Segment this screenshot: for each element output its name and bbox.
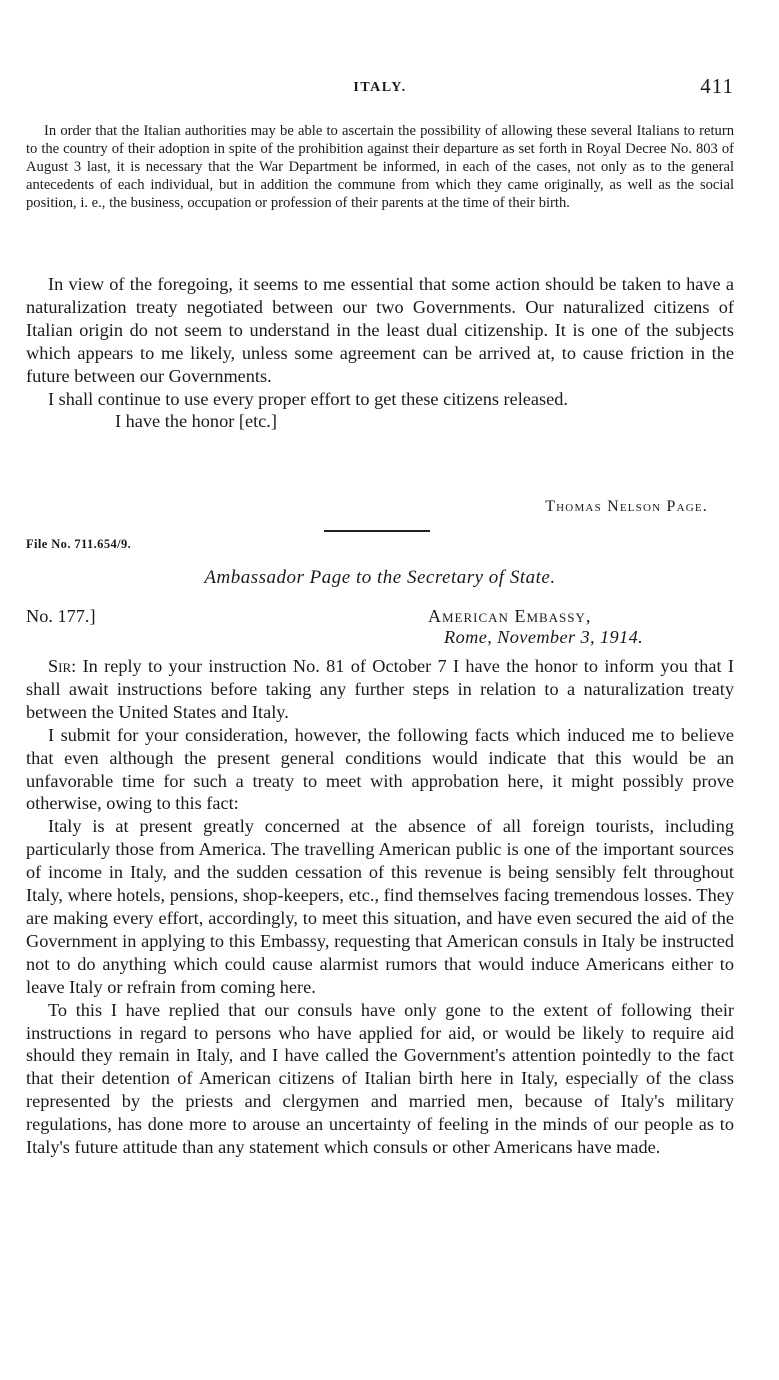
salutation: Sir: <box>48 656 77 676</box>
document-page <box>26 0 734 1380</box>
body-paragraph <box>26 655 734 724</box>
letter-body <box>26 655 734 1159</box>
body-paragraph: To this I have replied that our consuls have only gone to the extent of following their instructions in regard to persons who have applied for aid, or would be likely to require aid should they remain in Italy, and I have called the Government's attention pointedly to the fact that their detention of American citizens of Italian birth here in Italy, especially of the class represented by the priests and clergymen and married men, because of Italy's military regulations, has done more to arouse an uncertainty of feeling in the minds of our people as to Italy's future attitude than any statement which consuls or other Americans have made. <box>26 999 734 1158</box>
place-line: American Embassy, <box>428 606 592 626</box>
running-head <box>26 74 734 102</box>
signature: Thomas Nelson Page. <box>545 498 708 515</box>
letter-continuation <box>26 273 734 433</box>
document-heading: Ambassador Page to the Secretary of State. <box>204 567 556 588</box>
running-title: ITALY. <box>353 80 407 95</box>
paragraph-text: In reply to your instruction No. 81 of October 7 I have the honor to inform you that I shall await instructions before taking any further steps in relation to a naturalization treaty between the United States and Italy. <box>26 656 734 722</box>
file-number: File No. 711.654/9. <box>26 537 132 551</box>
date-line: Rome, November 3, 1914. <box>444 627 644 647</box>
body-paragraph: I submit for your consideration, however, the following facts which induced me to believe that even although the present general conditions would indicate that this would be an unfavorable time for such a treaty to meet with approbation here, it might possibly prove otherwise, owing to this fact: <box>26 724 734 814</box>
quoted-extract <box>26 122 734 212</box>
body-paragraph: In view of the foregoing, it seems to me essential that some action should be taken to have a naturalization treaty negotiated between our two Governments. Our naturalized citizens of Italian origin do not seem to understand in the least dual citizenship. It is one of the subjects which appears to me likely, unless some agreement can be arrived at, to cause friction in the future between our Governments. <box>26 274 734 386</box>
divider-rule <box>324 530 430 532</box>
body-paragraph: Italy is at present greatly concerned at the absence of all foreign tourists, including particularly those from America. The travelling American public is one of the important sources of income in Italy, and the sudden cessation of this revenue is being sensibly felt throughout Italy, where hotels, pensions, shop-keepers, etc., find themselves facing tremendous losses. They are making every effort, accordingly, to meet this situation, and have even secured the aid of the Government in applying to this Embassy, requesting that American consuls in Italy be instructed not to do anything which could cause alarmist rumors that would induce Americans either to leave Italy or refrain from coming here. <box>26 816 734 997</box>
extract-paragraph: In order that the Italian authorities may be able to ascertain the possibility of allowing these several Italians to return to the country of their adoption in spite of the prohibition against their departure as set forth in Royal Decree No. 803 of August 3 last, it is necessary that the War Department be informed, in each of the cases, not only as to the general antecedents of each individual, but in addition the commune from which they came originally, as well as the social position, i. e., the business, occupation or profession of their parents at the time of their birth. <box>26 123 734 212</box>
page-number: 411 <box>700 74 734 98</box>
closing-line: I have the honor [etc.] <box>115 411 277 432</box>
body-paragraph: I shall continue to use every proper effort to get these citizens released. <box>48 388 568 409</box>
document-number: No. 177.] <box>26 606 96 626</box>
